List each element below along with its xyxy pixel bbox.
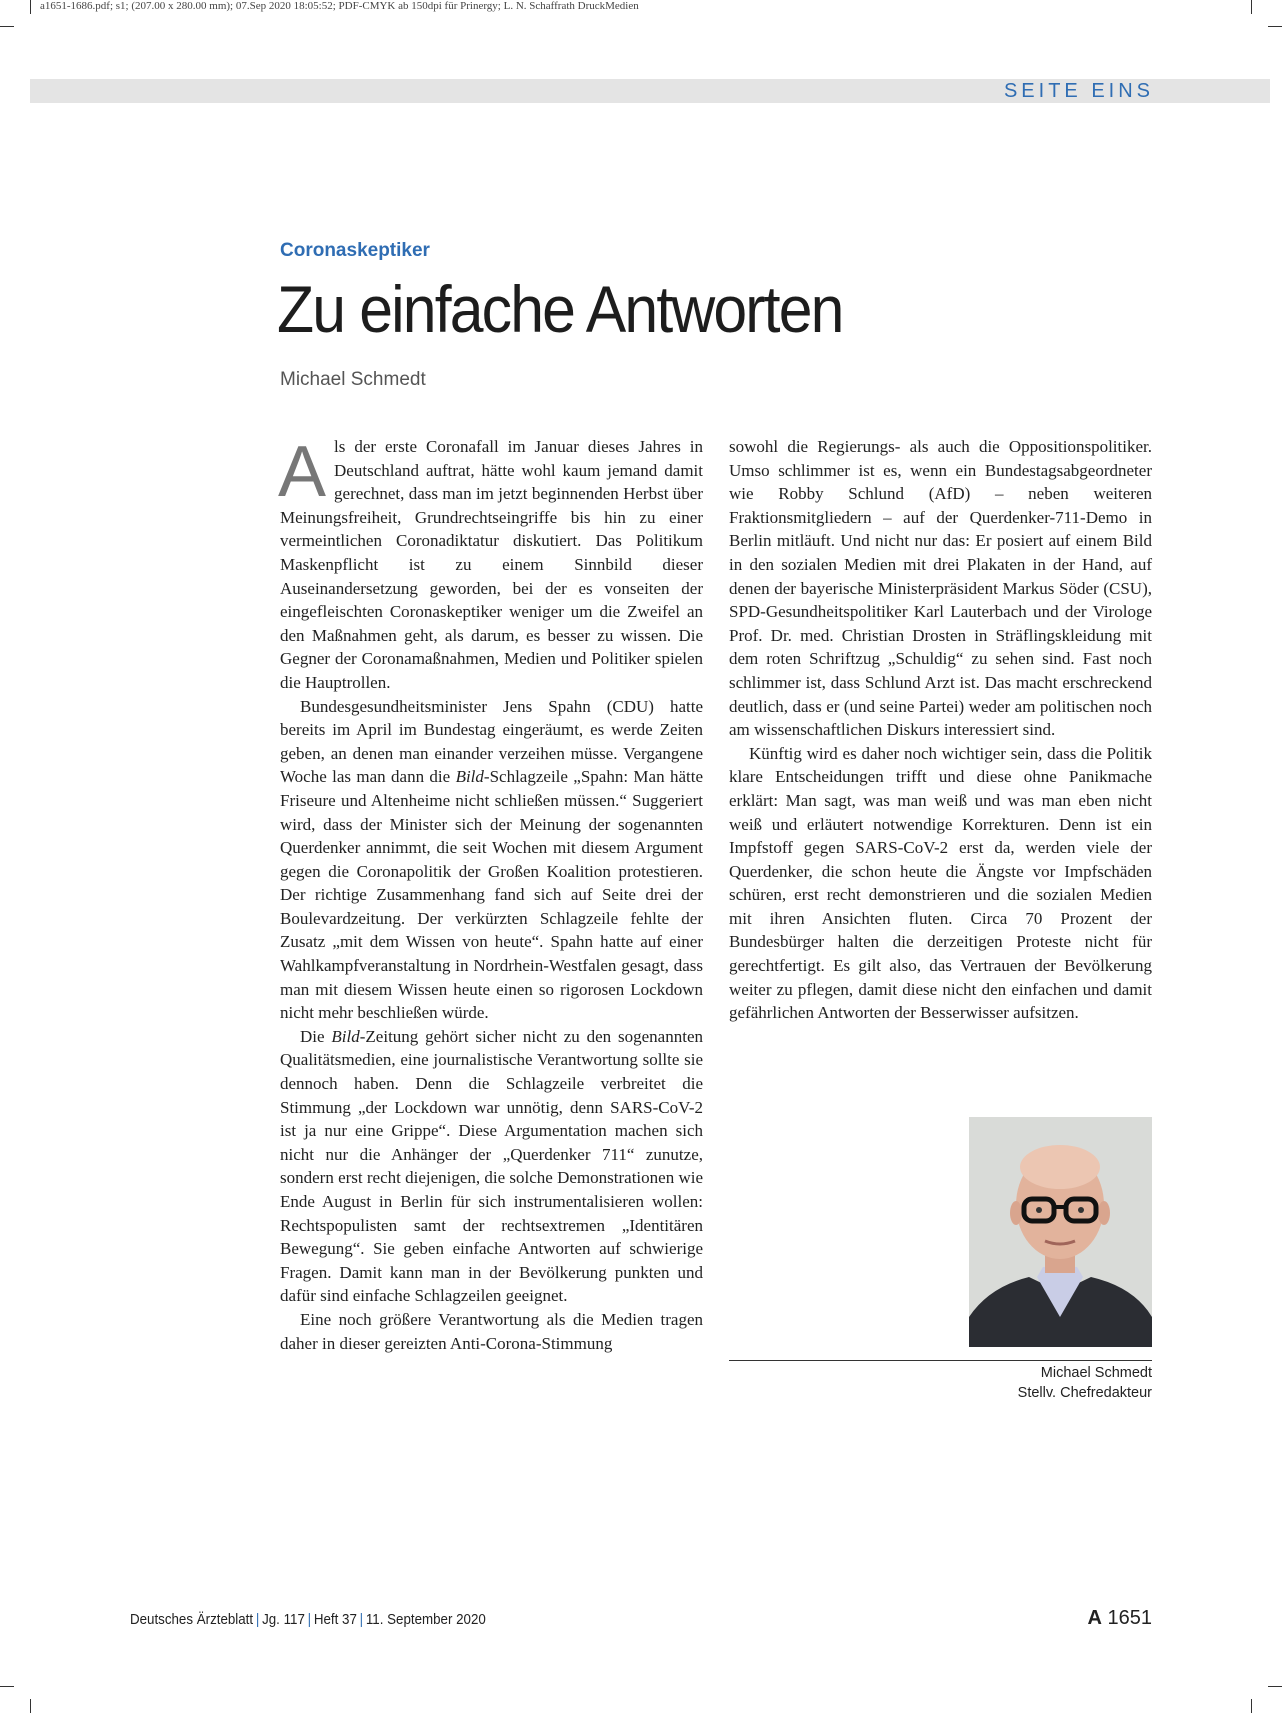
page-number-value: 1651 [1107,1607,1152,1629]
paragraph-text: Bundesgesundheitsminister Jens Spahn (CDU) hatte bereits im April im Bundestag eingeräumt, es werde Zeiten geben, an denen man einander verzeihen müsse. Vergangene Woche las man dann die [280,696,703,787]
paragraph: Künftig wird es daher noch wichtiger sein, dass die Politik klare Entscheidungen trifft und diese ohne Panikmache erklärt: Man sagt, was man weiß und was man eben nicht weiß und erläutert notwendige Korrekturen. Denn ist ein Impfstoff gegen SARS-CoV-2 erst da, werden viele der Querdenker, die schon heute die Ängste vor Impfschäden schüren, erst recht demonstrieren und die sozialen Medien mit ihren Ansichten fluten. Circa 70 Prozent der Bundesbürger halten die derzeitigen Proteste nicht für gerechtfertigt. Es gilt also, das Vertrauen der Bevölkerung weiter zu pflegen, damit diese nicht den einfachen und damit gefährlichen Antworten der Besserwisser aufsitzen. [729,743,1152,1023]
caption-name: Michael Schmedt [1040,1365,1152,1381]
paragraph-text: -Schlagzeile „Spahn: Man hätte Friseure und Altenheime nicht schließen müssen.“ Suggeriert wird, dass der Minister sich der Meinung der sogenannten Querdenker annimmt, die seit Wochen mit diesem Argument gegen die Coronapolitik der Großen Koalition protestieren. Der richtige Zusammenhang fand sich auf Seite drei der Boulevardzeitung. Der verkürzten Schlagzeile fehlte der Zusatz „mit dem Wissen von heute“. Spahn hatte auf einer Wahlkampfveranstaltung in Nordrhein-Westfalen gesagt, dass man mit diesem Wissen heute einen so rigorosen Lockdown nicht mehr beschließen würde. [280,767,703,1023]
crop-mark [1251,0,1252,14]
paragraph [280,695,703,1025]
footer-separator: | [307,1612,312,1628]
crop-mark [0,26,14,27]
issue-date: 11. September 2020 [365,1612,486,1628]
drop-cap: A [278,432,327,512]
paragraph-text: ls der erste Coronafall im Januar dieses Jahres in Deutschland auftrat, hätte wohl kaum jemand damit gerechnet, dass man im jetzt beginnenden Herbst über Meinungsfreiheit, Grundrechtseingriffe bis hin zu einer vermeintlichen Coronadiktatur diskutiert. Das Politikum Maskenpflicht ist zu einem Sinnbild dieser Auseinandersetzung geworden, bei der es vonseiten der eingefleischten Coronaskeptiker weniger um die Zweifel an den Maßnahmen geht, als darum, es besser zu wissen. Die Gegner der Coronamaßnahmen, Medien und Politiker spielen die Hauptrollen. [280,437,703,692]
footer-separator: | [359,1612,364,1628]
article-column-right [729,435,1152,1025]
paragraph [280,1025,703,1308]
page-prefix: A [1087,1607,1102,1629]
publication-name: Bild [331,1026,360,1046]
crop-mark [1268,26,1282,27]
crop-mark [0,1686,14,1687]
article-kicker: Coronaskeptiker [280,240,430,261]
article-headline: Zu einfache Antworten [277,272,843,346]
portrait-caption [1018,1363,1152,1403]
article-author: Michael Schmedt [280,369,426,390]
crop-mark [30,1699,31,1713]
crop-mark [1251,1699,1252,1713]
paragraph: sowohl die Regierungs- als auch die Oppositionspolitiker. Umso schlimmer ist es, wenn ein Bundestagsabgeordneter wie Robby Schlund (AfD) – neben weiteren Fraktionsmitgliedern – auf der Querdenker-711-Demo in Berlin mitläuft. Und nicht nur das: Er posiert auf einem Bild in den sozialen Medien mit drei Plakaten in der Hand, auf denen der bayerische Ministerpräsident Markus Söder (CSU), SPD-Gesundheitspolitiker Karl Lauterbach und der Virologe Prof. Dr. med. Christian Drosten in Sträflingskleidung mit dem roten Schriftzug „Schuldig“ zu sehen sind. Fast noch schlimmer ist, dass Schlund Arzt ist. Das macht erschreckend deutlich, dass er (und seine Partei) weder am politischen noch am wissenschaftlichen Diskurs interessiert sind. [729,437,1152,740]
caption-role: Stellv. Chefredakteur [1017,1385,1152,1401]
publication-name: Bild [455,767,484,787]
page-footer [130,1612,486,1628]
footer-separator: | [255,1612,260,1628]
paragraph [278,432,703,695]
portrait-illustration [969,1117,1152,1347]
paragraph-text: -Zeitung gehört sicher nicht zu den sogenannten Qualitätsmedien, eine journalistische Verantwortung sollte sie dennoch haben. Denn die Schlagzeile verbreitet die Stimmung „der Lockdown war unnötig, denn SARS-CoV-2 ist ja nur eine Grippe“. Diese Argumentation machen sich nicht nur die Anhänger der „Querdenker 711“ zunutze, sondern erst recht diejenigen, die solche Demonstrationen wie Ende August in Berlin für sich instrumentalisieren wollen: Rechtspopulisten samt der rechtsextremen „Identitären Bewegung“. Sie geben einfache Antworten auf schwierige Fragen. Damit kann man in der Bevölkerung punkten und dafür sind einfache Schlagzeilen geeignet. [280,1026,703,1306]
print-info-line: a1651-1686.pdf; s1; (207.00 x 280.00 mm); 07.Sep 2020 18:05:52; PDF-CMYK ab 150dpi für Prinergy; L. N. Schaffrath DruckMedien [40,0,639,12]
paragraph-text: Die [300,1026,332,1046]
page-number [1087,1607,1152,1630]
caption-rule [729,1360,1152,1361]
crop-mark [1268,1686,1282,1687]
paragraph: Eine noch größere Verantwortung als die Medien tragen daher in dieser gereizten Anti-Corona-Stimmung [280,1309,703,1353]
journal-name: Deutsches Ärzteblatt [130,1612,254,1628]
journal-volume: Jg. 117 [262,1612,305,1628]
article-column-left [278,432,703,1355]
section-label: SEITE EINS [1003,80,1154,102]
journal-issue: Heft 37 [313,1612,357,1628]
crop-mark [30,0,31,14]
author-portrait [969,1117,1152,1347]
